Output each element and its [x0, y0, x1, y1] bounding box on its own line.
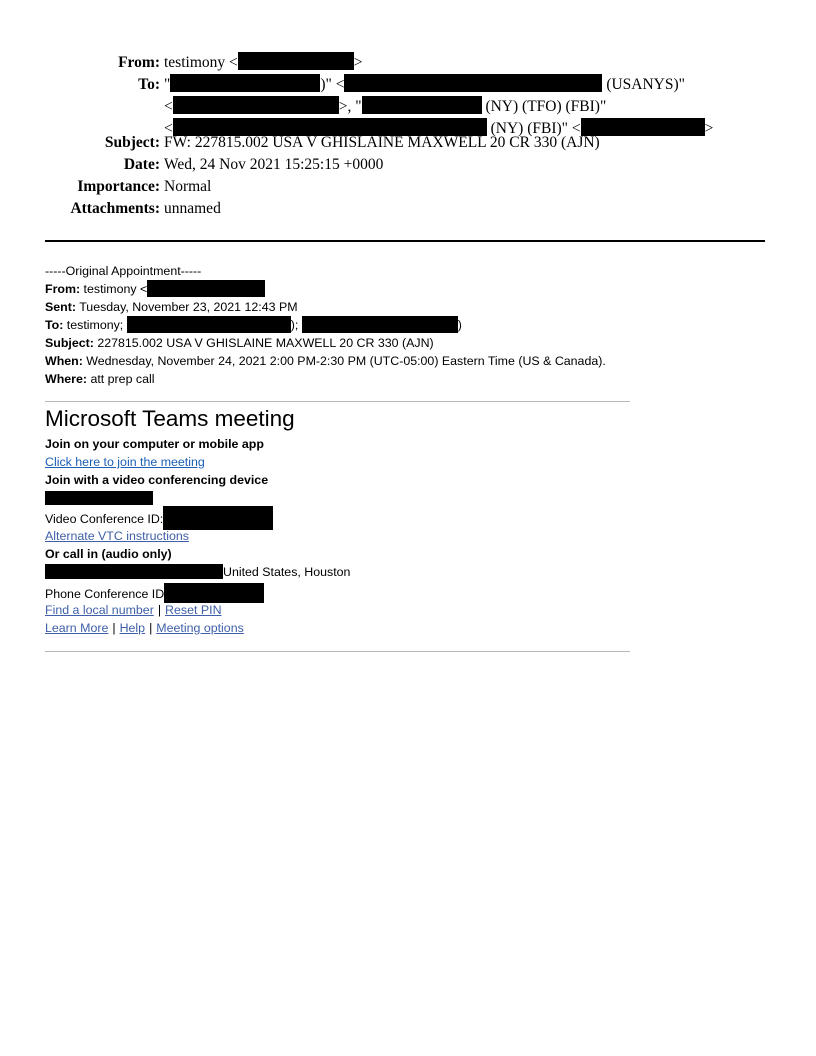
teams-title: Microsoft Teams meeting [45, 406, 295, 431]
redaction-block [164, 583, 264, 603]
to-line3-text: > [704, 120, 714, 137]
redaction-block [45, 564, 223, 579]
redaction-block [362, 96, 482, 114]
appt-to-end: ) [457, 318, 462, 332]
to-row-2 [0, 96, 816, 118]
vtc-instructions-link[interactable]: Alternate VTC instructions [45, 529, 189, 543]
local-number-row [45, 601, 222, 619]
to-row [0, 74, 816, 96]
appt-sent-label: Sent: [45, 300, 76, 314]
to-line1-text: " [164, 76, 171, 93]
subject-value: FW: 227815.002 USA V GHISLAINE MAXWELL 20 CR 330 (AJN) [164, 134, 600, 151]
to-line2-text: < [164, 98, 173, 115]
link-separator: | [157, 603, 162, 617]
appt-to-label: To: [45, 318, 64, 332]
help-links-row [45, 619, 244, 637]
to-line2-text: (NY) (TFO) (FBI)" [481, 98, 607, 115]
to-line3-text: (NY) (FBI)" < [486, 120, 581, 137]
appt-from-label: From: [45, 282, 81, 296]
appt-to-row [45, 316, 462, 334]
appt-sent-row [45, 298, 298, 316]
redaction-block [170, 74, 320, 92]
phone-id-row [45, 583, 264, 603]
call-heading: Or call in (audio only) [45, 547, 172, 561]
importance-value: Normal [164, 178, 212, 195]
redaction-block [147, 280, 265, 297]
redaction-block [173, 96, 339, 114]
from-suffix: > [353, 54, 363, 71]
appt-when-row [45, 352, 606, 370]
from-label: From: [118, 54, 160, 71]
appt-where-row [45, 370, 155, 388]
link-separator: | [149, 621, 153, 635]
date-row [0, 154, 816, 176]
find-local-number-link[interactable]: Find a local number [45, 603, 154, 617]
call-location: United States, Houston [223, 565, 351, 579]
help-link[interactable]: Help [119, 621, 146, 635]
appt-where-value: att prep call [87, 372, 155, 386]
redaction-block [344, 74, 602, 92]
call-row [45, 563, 350, 581]
original-appointment-title: -----Original Appointment----- [45, 264, 202, 278]
to-line3-text: < [164, 120, 173, 137]
appt-when-label: When: [45, 354, 83, 368]
join-meeting-link[interactable]: Click here to join the meeting [45, 455, 205, 469]
appt-to-value: testimony; [63, 318, 127, 332]
to-label: To: [138, 76, 160, 93]
subject-label: Subject: [104, 134, 160, 151]
email-header [0, 52, 816, 222]
appt-from-row [45, 280, 265, 298]
vtc-id-label: Video Conference ID: [45, 512, 164, 526]
header-divider [45, 240, 765, 242]
to-line2-text: >, " [338, 98, 362, 115]
redaction-block [127, 316, 291, 333]
from-row [0, 52, 816, 74]
phone-id-label: Phone Conference ID [45, 587, 165, 601]
appt-to-sep: ); [290, 318, 302, 332]
appt-when-value: Wednesday, November 24, 2021 2:00 PM-2:30 PM (UTC-05:00) Eastern Time (US & Canada). [82, 354, 606, 368]
redaction-block [238, 52, 354, 70]
vtc-heading: Join with a video conferencing device [45, 473, 269, 487]
attachments-value: unnamed [164, 200, 221, 217]
link-separator: | [112, 621, 116, 635]
subject-row [0, 132, 816, 154]
redaction-block [45, 491, 153, 505]
teams-divider-top [45, 401, 630, 402]
to-line1-text: (USANYS)" [602, 76, 685, 93]
date-value: Wed, 24 Nov 2021 15:25:15 +0000 [164, 156, 384, 173]
reset-pin-link[interactable]: Reset PIN [165, 603, 222, 617]
meeting-options-link[interactable]: Meeting options [156, 621, 244, 635]
teams-divider-bottom [45, 651, 630, 652]
appt-sent-value: Tuesday, November 23, 2021 12:43 PM [75, 300, 298, 314]
attachments-label: Attachments: [70, 200, 160, 217]
importance-label: Importance: [77, 178, 160, 195]
attachments-row [0, 198, 816, 220]
to-line1-text: )" < [320, 76, 345, 93]
appt-subject-row [45, 334, 434, 352]
appt-from-value: testimony < [80, 282, 148, 296]
redaction-block [302, 316, 458, 333]
vtc-address-row [45, 489, 153, 507]
appt-subject-value: 227815.002 USA V GHISLAINE MAXWELL 20 CR 330 (AJN) [93, 336, 434, 350]
join-heading: Join on your computer or mobile app [45, 437, 264, 451]
importance-row [0, 176, 816, 198]
learn-more-link[interactable]: Learn More [45, 621, 109, 635]
date-label: Date: [123, 156, 160, 173]
appt-where-label: Where: [45, 372, 87, 386]
appt-subject-label: Subject: [45, 336, 94, 350]
from-prefix: testimony < [164, 54, 238, 71]
